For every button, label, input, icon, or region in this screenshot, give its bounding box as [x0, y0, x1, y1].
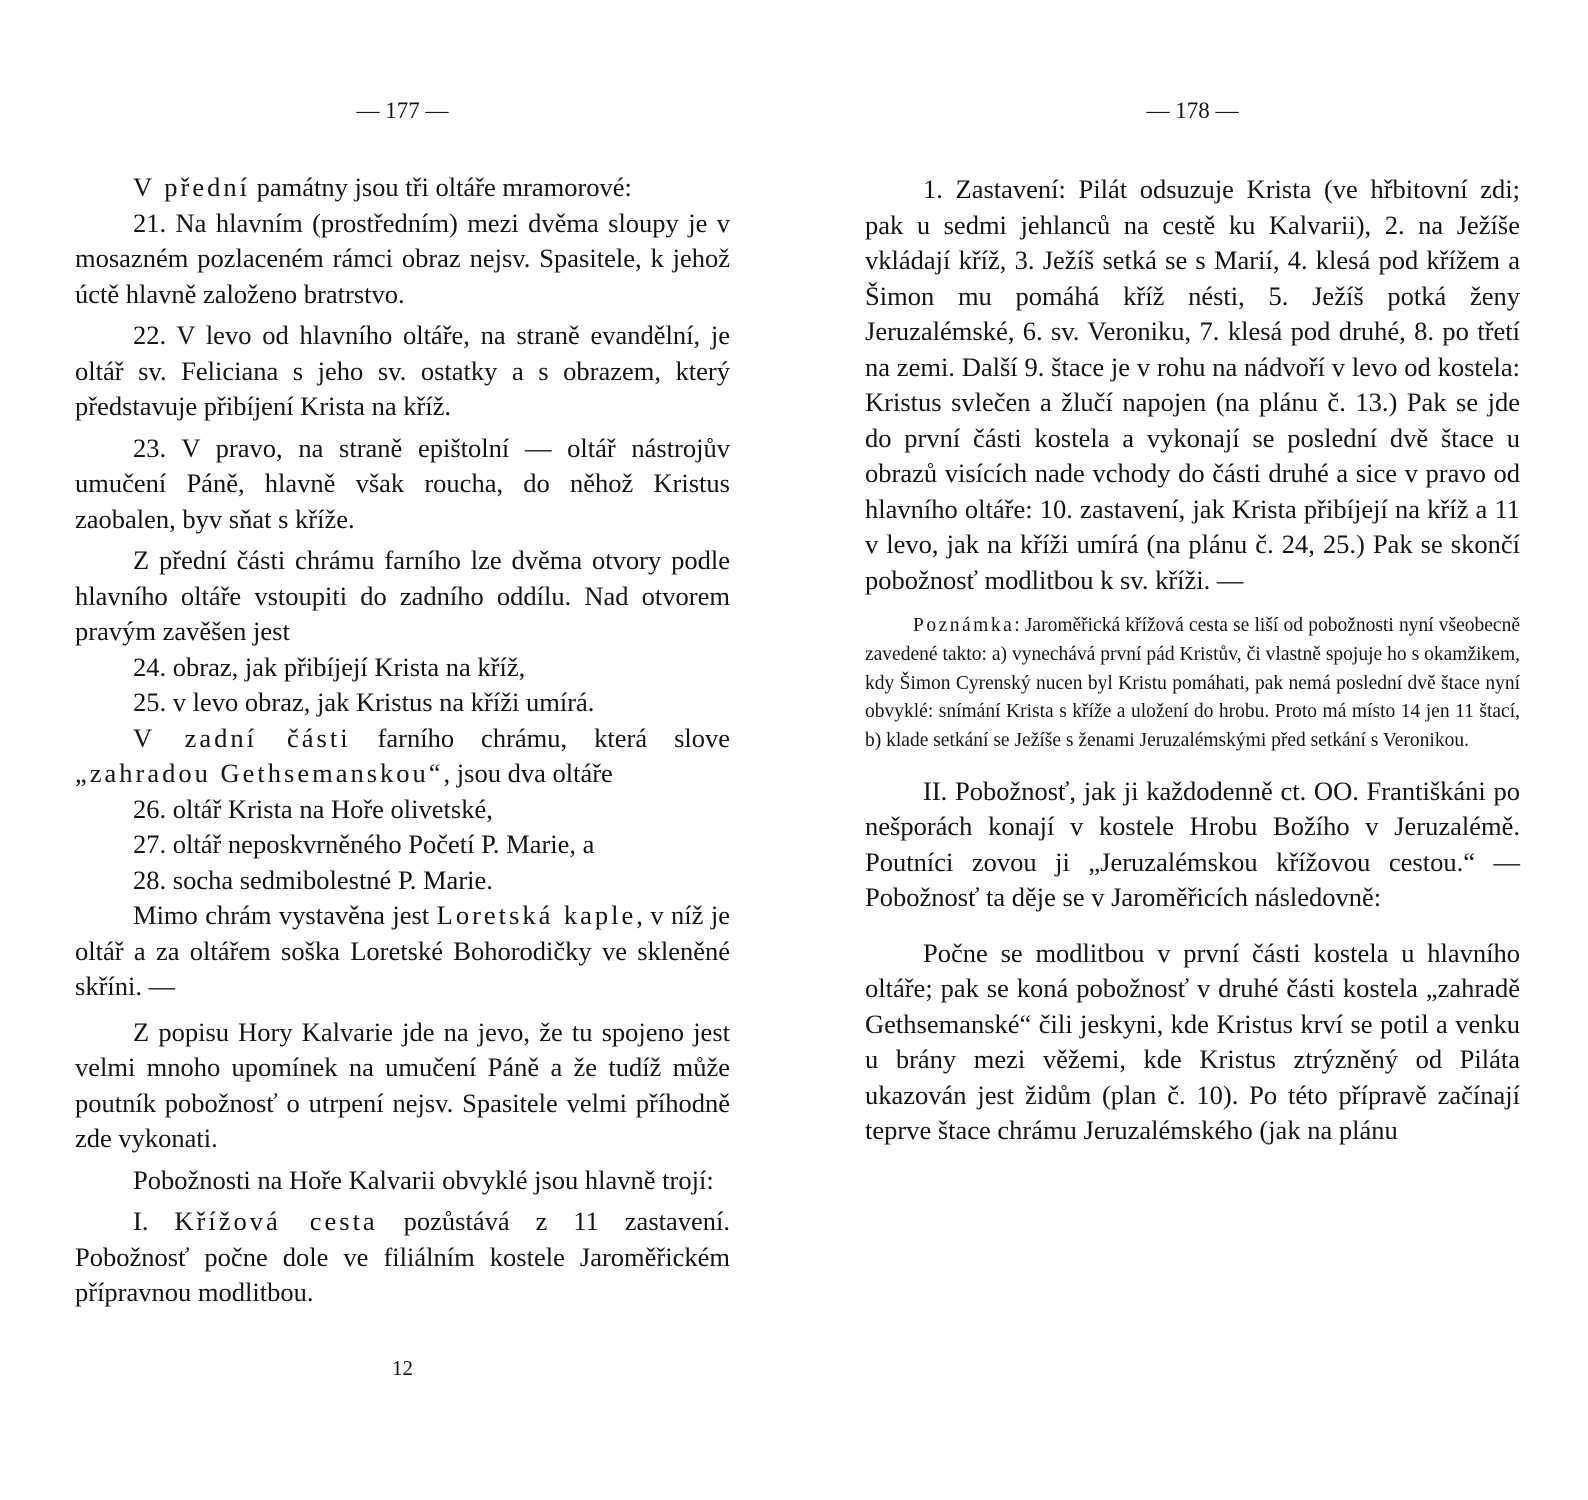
paragraph — [75, 898, 730, 1005]
list-item: 26. oltář Krista na Hoře olivetské, — [133, 793, 493, 824]
paragraph: 1. Zastavení: Pilát odsuzuje Krista (ve hřbitovní zdi; pak u sedmi jehlanců na cestě ku Kalvarii), 2. na Ježíše vkládají kříž, 3. Ježíš setká se s Marií, 4. klesá pod křížem a Šimon mu pomáhá kříž nésti, 5. Ježíš potká ženy Jeruzalémské, 6. sv. Veroniku, 7. klesá pod druhé, 8. po třetí na zemi. Další 9. štace je v rohu na nádvoří v levo od kostela: Kristus svlečen a žlučí napojen (na plánu č. 13.) Pak se jde do první části kostela a vykonají se poslední dvě štace u obrazů visících nade vchody do části druhé a sice v pravo od hlavního oltáře: 10. zastavení, jak Krista přibíjejí na kříž a 11 v levo, jak na kříži umírá (na plánu č. 24, 25.) Pak se skončí pobožnosť modlitbou k sv. kříži. — — [865, 174, 1520, 595]
note-label: Poznámka — [913, 615, 1015, 636]
paragraph — [75, 721, 730, 792]
paragraph: 21. Na hlavním (prostředním) mezi dvěma sloupy je v mosazném pozlaceném rámci obraz nejsv. Spasitele, k jehož úctě hlavně založeno bratrstvo. — [75, 207, 730, 309]
paragraph: 22. V levo od hlavního oltáře, na straně evandělní, je oltář sv. Feliciana s jeho sv. ostatky a s obrazem, který představuje přibíjení Krista na kříž. — [75, 320, 730, 421]
paragraph — [75, 170, 730, 206]
page-body — [75, 170, 730, 1311]
text-run: pozůstává z 11 zastavení. Pobožnosť počne dole ve filiálním kostele Jaroměřickém přípravnou modlitbou. — [75, 1206, 731, 1307]
text-run: , v níž je oltář a za oltářem soška Loretské Bohorodičky ve skleněné skříni. — — [75, 900, 730, 1001]
paragraph — [75, 1204, 730, 1311]
left-page — [75, 0, 730, 1500]
page-body — [865, 172, 1520, 1149]
text-run: farního chrámu, která slove — [350, 722, 731, 753]
paragraph: Z přední části chrámu farního lze dvěma otvory podle hlavního oltáře vstoupiti do zadního oddílu. Nad otvorem pravým zavěšen jest — [75, 545, 730, 646]
paragraph: II. Pobožnosť, jak ji každodenně ct. OO. Františkáni po nešporách konají v kostele Hrobu Božího v Jeruzalémě. Poutníci zovou ji „Jeruzalémskou křížovou cestou.“ — Pobožnosť ta děje se v Jaroměřicích následovně: — [865, 775, 1520, 913]
page-number: — 178 — — [1146, 98, 1239, 123]
list-item: 28. socha sedmibolestné P. Marie. — [133, 864, 493, 895]
text-run: I. — [133, 1206, 175, 1236]
list-item: 25. v levo obraz, jak Kristus na kříži umírá. — [133, 687, 595, 717]
text-run: , jsou dva oltáře — [443, 758, 613, 788]
text-run: památny jsou tři oltáře mramorové: — [249, 172, 632, 202]
note-text: : Jaroměřická křížová cesta se liší od pobožnosti nyní všeobecně zavedené takto: a) vynechává první pád Kristův, či vlastně spojuje ho s okamžikem, kdy Šimon Cyrenský nucen byl Kristu pomáhati, pak nemá poslední dvě štace nyní obvyklé: snímání Krista s kříže a uložení do hrobu. Proto má místo 14 jen 11 štací, b) klade setkání se Ježíše s ženami Jeruzalémskými před setkání s Veronikou. — [865, 615, 1520, 752]
right-page — [865, 0, 1520, 1500]
paragraph: Počne se modlitbou v první části kostela u hlavního oltáře; pak se koná pobožnosť v druhé části kostela „zahradě Gethsemanské“ čili jeskyni, kde Kristus krví se potil a venku u brány mezi věžemi, kde Kristus ztrýzněný od Piláta ukazován jest židům (plan č. 10). Po této přípravě začínají teprve štace chrámu Jeruzalémského (jak na plánu — [865, 937, 1520, 1146]
list-item: 24. obraz, jak přibíjejí Krista na kříž, — [133, 651, 526, 682]
list-item: 27. oltář neposkvrněného Početí P. Marie, a — [133, 829, 595, 859]
paragraph: Pobožnosti na Hoře Kalvarii obvyklé jsou hlavně trojí: — [133, 1164, 714, 1195]
spaced-phrase: Loretská kaple — [436, 900, 637, 930]
page-number: — 177 — — [356, 98, 449, 123]
paragraph: Z popisu Hory Kalvarie jde na jevo, že tu spojeno jest velmi mnoho upomínek na umučení Páně a že tudíž může poutník pobožnosť o utrpení nejsv. Spasitele velmi příhodně zde vykonati. — [75, 1016, 730, 1153]
signature-mark: 12 — [392, 1356, 413, 1380]
spaced-phrase: V zadní části — [133, 722, 351, 753]
footnote — [865, 612, 1520, 756]
paragraph: 23. V pravo, na straně epištolní — oltář nástrojův umučení Páně, hlavně však roucha, do něhož Kristus zaobalen, byv sňat s kříže. — [75, 432, 730, 534]
spaced-phrase: V přední — [133, 172, 250, 202]
spaced-phrase: Křížová cesta — [174, 1206, 378, 1236]
spaced-phrase: „zahradou Gethsemanskou“ — [75, 758, 444, 788]
text-run: Mimo chrám vystavěna jest — [133, 900, 437, 930]
